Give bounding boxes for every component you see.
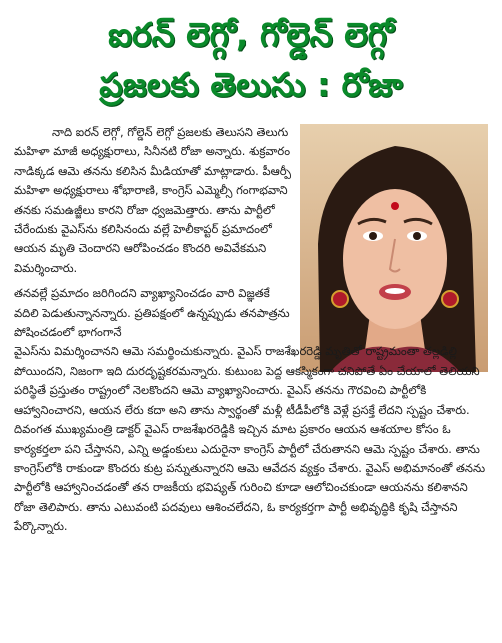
article-paragraph-2-rest: వైఎస్‌ను విమర్శించానని ఆమె సమర్థించుకున్నారు. వైఎస్ రాజశేఖరరెడ్డి మృతితో రాష్ట్రమంతా తల్లడిల్లి పోయిందని, నిజంగా ఇది దురదృష్టకరమన్నారు. కుటుంబ పెద్ద ఆకస్మికంగా చనిపోతే ఏం చేయాలో తెలియని పరిస్థితే ప్రస్తుతం రాష్ట్రంలో నెలకొందని ఆమె వ్యాఖ్యానించారు. వైఎస్ తనను గౌరవించి పార్టీలోకి ఆహ్వానించారని, ఆయన లేరు కదా అని తాను స్వార్థంతో మళ్లీ టీడీపీలోకి వెళ్లే ప్రసక్తే లేదని స్పష్టం చేశారు. దివంగత ముఖ్యమంత్రి డాక్టర్ వైఎస్ రాజశేఖరరెడ్డికి ఇచ్చిన మాట ప్రకారం ఆయన ఆశయాల కోసం ఓ కార్యకర్తలా పని చేస్తానని, ఎన్ని అడ్డంకులు ఎదురైనా కాంగ్రెస్ పార్టీలో చేరుతానని ఆమె స్పష్టం చేశారు. తాను కాంగ్రెస్‌లోకి రాకుండా కొందరు కుట్ర పన్నుతున్నారని ఆమె ఆవేదన వ్యక్తం చేశారు. వైఎస్ అభిమానంతో తనను పార్టీలోకి ఆహ్వానించడంతో తన రాజకీయ భవిష్యత్ గురించి కూడా ఆలోచించకుండా ఆయనను కలిశానని రోజా తెలిపారు. తాను ఎటువంటి పదవులు ఆశించలేదని, ఓ కార్యకర్తగా పార్టీ అభివృద్ధికి కృషి చేస్తానని పేర్కొన్నారు. bbox=[14, 344, 486, 534]
article-paragraph-2 bbox=[14, 284, 488, 536]
headline-line-1: ఐరన్ లెగ్గో, గోల్డెన్ లెగ్గో bbox=[108, 15, 394, 54]
article-body bbox=[14, 123, 488, 537]
headline-line-2: ప్రజలకు తెలుసు : రోజా bbox=[99, 65, 403, 104]
article-paragraph-1: నాది ఐరన్ లెగ్గో, గోల్డెన్ లెగ్గో ప్రజలకు తెలుసని తెలుగు మహిళా మాజీ అధ్యక్షురాలు, సినీనటి రోజా అన్నారు. శుక్రవారం నాడిక్కడ ఆమె తనను కలిసిన మీడియాతో మాట్లాడారు. పీఆర్పీ మహిళా అధ్యక్షురాలు శోభారాణి, కాంగ్రెస్ ఎమ్మెల్సీ గంగాభవాని తనకు సమఉజ్జీలు కారని రోజా ధ్వజమెత్తారు. తాను పార్టీలో చేరేందుకు వైఎస్‌ను కలిసినందు వల్లే హెలీకాప్టర్ ప్రమాదంలో ఆయన మృతి చెందారని ఆరోపించడం కొందరి అవివేకమని విమర్శించారు. bbox=[14, 125, 292, 275]
article-paragraph-2-narrow: తనవల్లే ప్రమాదం జరిగిందని వ్యాఖ్యానించడం వారి విజ్ఞతకే వదిలి పెడుతున్నానన్నారు. ప్రతిపక్షంలో ఉన్నప్పుడు తనపాత్రను పోషించడంలో భాగంగానే bbox=[14, 286, 290, 340]
